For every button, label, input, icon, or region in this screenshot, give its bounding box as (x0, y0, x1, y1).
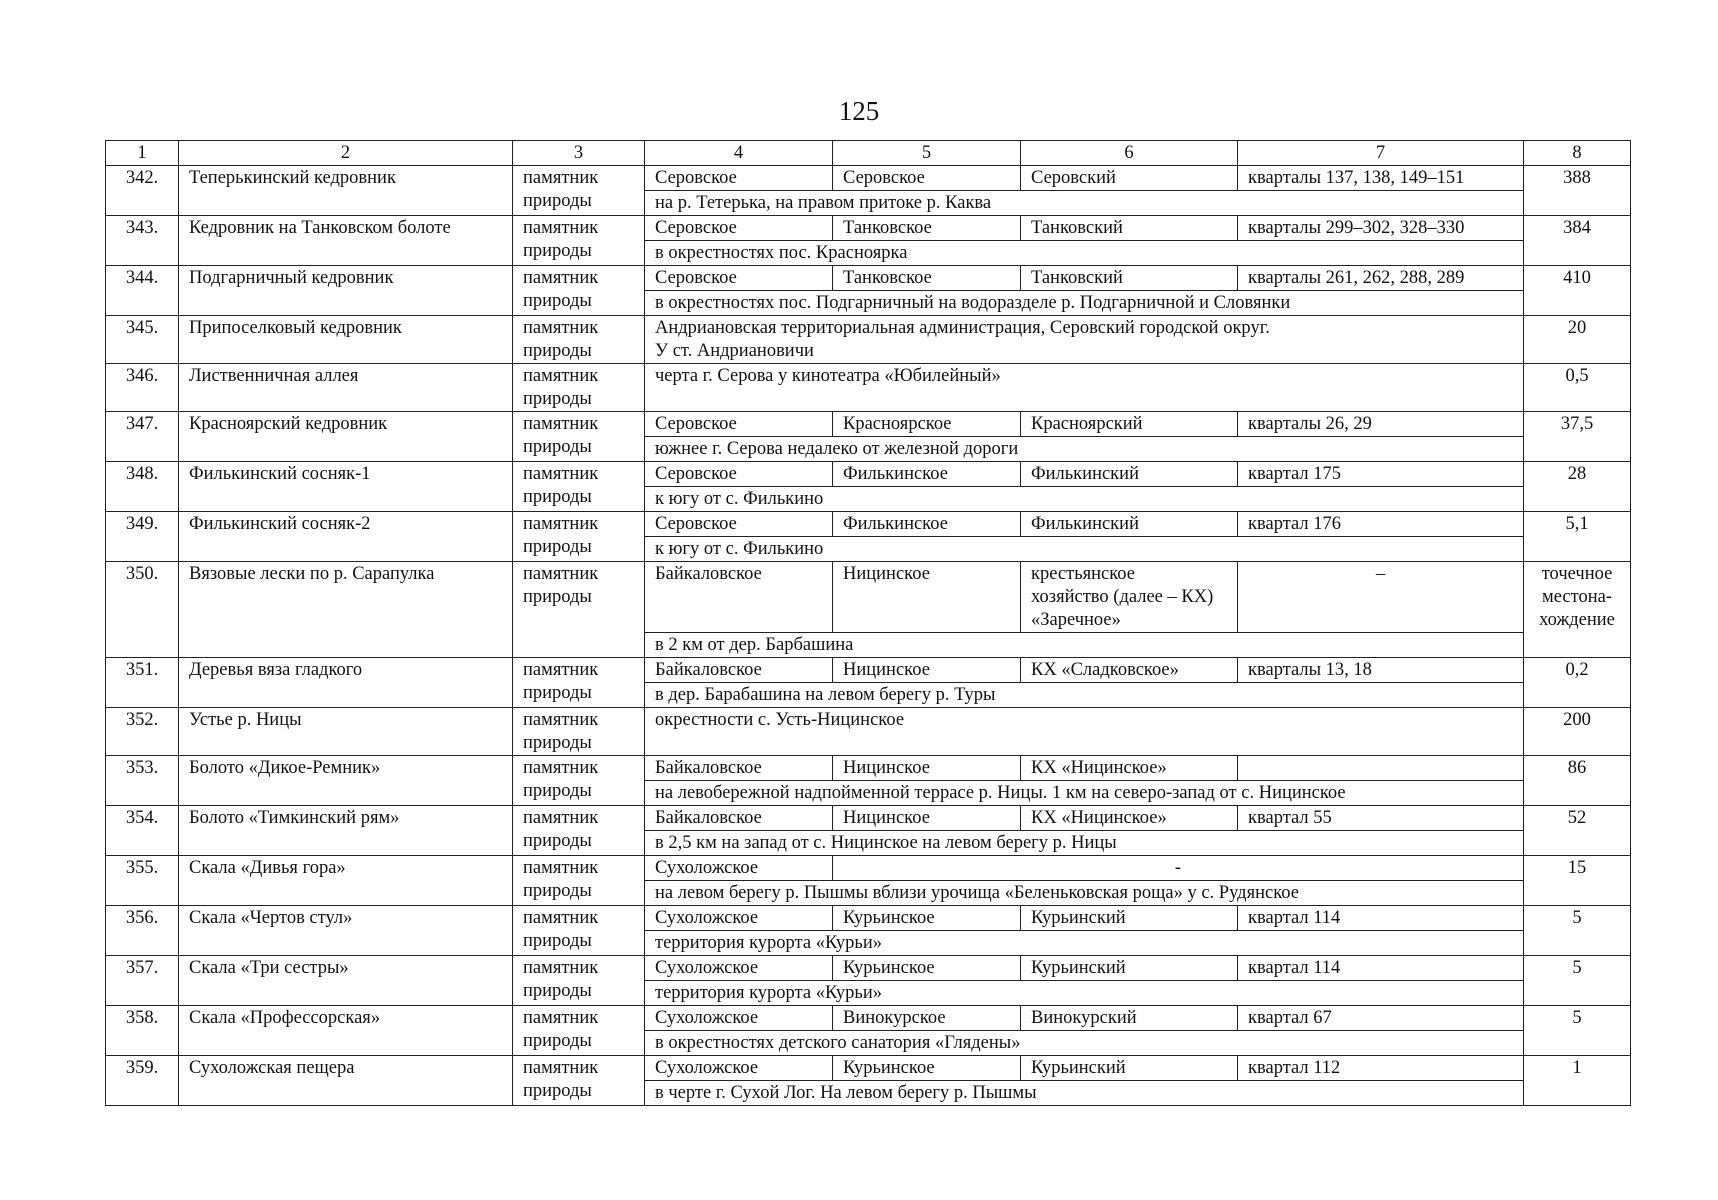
area-line-1: точечное (1541, 564, 1613, 584)
owner-line-1: крестьянское (1031, 564, 1135, 584)
monument-name: Устье р. Ницы (179, 708, 513, 756)
monument-name: Скала «Профессорская» (179, 1006, 513, 1056)
monument-type (513, 316, 645, 364)
column-header: 2 (179, 141, 513, 166)
table-row (106, 266, 1631, 291)
forest-section: Филькинский (1021, 462, 1238, 487)
district-forestry: Курьинское (833, 906, 1021, 931)
type-line-1: памятник (523, 168, 599, 188)
column-header: 4 (645, 141, 833, 166)
location-description: территория курорта «Курьи» (645, 981, 1524, 1006)
table-row (106, 658, 1631, 683)
table-row (106, 1056, 1631, 1081)
forest-section: Красноярский (1021, 412, 1238, 437)
row-number: 345. (106, 316, 179, 364)
location-description: на левобережной надпойменной террасе р. Ницы. 1 км на северо-запад от с. Ницинское (645, 781, 1524, 806)
forest-quarters: кварталы 137, 138, 149–151 (1238, 166, 1524, 191)
row-number: 349. (106, 512, 179, 562)
table-row (106, 756, 1631, 781)
column-number-header (106, 141, 1631, 166)
forest-section: Танковский (1021, 216, 1238, 241)
table-row (106, 364, 1631, 388)
area-value: 5 (1524, 906, 1631, 956)
location-description: в 2 км от дер. Барбашина (645, 633, 1524, 658)
table-row (106, 562, 1631, 633)
monument-type (513, 266, 645, 316)
district-forestry: Серовское (833, 166, 1021, 191)
column-header: 7 (1238, 141, 1524, 166)
district-forestry: Танковское (833, 216, 1021, 241)
table-row (106, 316, 1631, 340)
monument-type (513, 562, 645, 658)
type-line-2: природы (523, 1081, 592, 1101)
forest-quarters (1238, 756, 1524, 781)
area-value (1524, 562, 1631, 658)
monument-type (513, 364, 645, 412)
row-number: 353. (106, 756, 179, 806)
type-line-1: памятник (523, 858, 599, 878)
forest-section: КХ «Ницинское» (1021, 756, 1238, 781)
monument-name: Теперькинский кедровник (179, 166, 513, 216)
forest-quarters: квартал 175 (1238, 462, 1524, 487)
type-line-2: природы (523, 1031, 592, 1051)
area-value: 15 (1524, 856, 1631, 906)
type-line-2: природы (523, 537, 592, 557)
forest-quarters: кварталы 261, 262, 288, 289 (1238, 266, 1524, 291)
row-number: 343. (106, 216, 179, 266)
type-line-1: памятник (523, 366, 599, 386)
area-value: 410 (1524, 266, 1631, 316)
municipal-unit: Байкаловское (645, 756, 833, 781)
district-forestry: Курьинское (833, 1056, 1021, 1081)
location-description: в окрестностях пос. Подгарничный на водоразделе р. Подгарничной и Словянки (645, 291, 1524, 316)
monument-type (513, 462, 645, 512)
monument-name: Филькинский сосняк-1 (179, 462, 513, 512)
forest-section: Курьинский (1021, 956, 1238, 981)
district-forestry: Ницинское (833, 562, 1021, 633)
type-line-2: природы (523, 241, 592, 261)
column-header: 1 (106, 141, 179, 166)
area-value: 0,2 (1524, 658, 1631, 708)
forest-quarters: квартал 114 (1238, 956, 1524, 981)
monument-type (513, 956, 645, 1006)
row-number: 354. (106, 806, 179, 856)
column-header: 3 (513, 141, 645, 166)
location-description: в 2,5 км на запад от с. Ницинское на левом берегу р. Ницы (645, 831, 1524, 856)
column-header: 8 (1524, 141, 1631, 166)
monument-name: Болото «Тимкинский рям» (179, 806, 513, 856)
location-description: южнее г. Серова недалеко от железной дороги (645, 437, 1524, 462)
type-line-1: памятник (523, 808, 599, 828)
area-value: 5 (1524, 1006, 1631, 1056)
table-row (106, 512, 1631, 537)
municipal-unit: Серовское (645, 462, 833, 487)
type-line-1: памятник (523, 218, 599, 238)
location-description (645, 316, 1524, 364)
row-number: 355. (106, 856, 179, 906)
monument-name: Припоселковый кедровник (179, 316, 513, 364)
forest-quarters: – (1238, 562, 1524, 633)
area-value: 52 (1524, 806, 1631, 856)
municipal-unit: Сухоложское (645, 906, 833, 931)
type-line-1: памятник (523, 758, 599, 778)
type-line-1: памятник (523, 564, 599, 584)
nature-monuments-table (105, 140, 1631, 1106)
row-number: 357. (106, 956, 179, 1006)
monument-name: Подгарничный кедровник (179, 266, 513, 316)
monument-name: Вязовые лески по р. Сарапулка (179, 562, 513, 658)
forest-section: Танковский (1021, 266, 1238, 291)
municipal-unit: Сухоложское (645, 1006, 833, 1031)
monument-type (513, 708, 645, 756)
monument-type (513, 1006, 645, 1056)
type-line-2: природы (523, 931, 592, 951)
area-value: 28 (1524, 462, 1631, 512)
type-line-2: природы (523, 191, 592, 211)
table-row (106, 166, 1631, 191)
table-row (106, 412, 1631, 437)
area-value: 384 (1524, 216, 1631, 266)
location-line-1: окрестности с. Усть-Ницинское (655, 710, 905, 730)
monument-name: Скала «Дивья гора» (179, 856, 513, 906)
municipal-unit: Байкаловское (645, 806, 833, 831)
municipal-unit: Серовское (645, 166, 833, 191)
type-line-1: памятник (523, 958, 599, 978)
type-line-2: природы (523, 587, 592, 607)
forest-owner (1021, 562, 1238, 633)
location-description: на р. Тетерька, на правом притоке р. Каква (645, 191, 1524, 216)
forest-section: Курьинский (1021, 906, 1238, 931)
municipal-unit: Серовское (645, 266, 833, 291)
municipal-unit: Серовское (645, 216, 833, 241)
location-description: в окрестностях пос. Красноярка (645, 241, 1524, 266)
forest-quarters: кварталы 13, 18 (1238, 658, 1524, 683)
district-forestry: Филькинское (833, 462, 1021, 487)
column-header: 5 (833, 141, 1021, 166)
area-line-2: местона- (1542, 587, 1612, 607)
forest-section: Курьинский (1021, 1056, 1238, 1081)
area-line-3: хождение (1539, 610, 1615, 630)
row-number: 358. (106, 1006, 179, 1056)
type-line-2: природы (523, 881, 592, 901)
type-line-2: природы (523, 733, 592, 753)
row-number: 351. (106, 658, 179, 708)
monument-type (513, 1056, 645, 1106)
municipal-unit: Байкаловское (645, 562, 833, 633)
type-line-1: памятник (523, 1008, 599, 1028)
monument-name: Деревья вяза гладкого (179, 658, 513, 708)
area-value: 20 (1524, 316, 1631, 364)
table-row (106, 906, 1631, 931)
forest-quarters: квартал 112 (1238, 1056, 1524, 1081)
type-line-2: природы (523, 981, 592, 1001)
area-value: 37,5 (1524, 412, 1631, 462)
district-forestry: Ницинское (833, 756, 1021, 781)
district-forestry: Танковское (833, 266, 1021, 291)
municipal-unit: Серовское (645, 512, 833, 537)
type-line-1: памятник (523, 710, 599, 730)
district-forestry: Ницинское (833, 658, 1021, 683)
table-row (106, 708, 1631, 732)
forest-section: Винокурский (1021, 1006, 1238, 1031)
municipal-unit: Сухоложское (645, 1056, 833, 1081)
monument-type (513, 906, 645, 956)
municipal-unit: Байкаловское (645, 658, 833, 683)
type-line-1: памятник (523, 268, 599, 288)
municipal-unit: Сухоложское (645, 856, 833, 881)
type-line-1: памятник (523, 660, 599, 680)
forest-section: Серовский (1021, 166, 1238, 191)
forest-quarters: кварталы 299–302, 328–330 (1238, 216, 1524, 241)
location-line-1: черта г. Серова у кинотеатра «Юбилейный» (655, 366, 1001, 386)
monument-type (513, 166, 645, 216)
monument-type (513, 756, 645, 806)
location-description: в дер. Барабашина на левом берегу р. Туры (645, 683, 1524, 708)
forest-quarters: квартал 67 (1238, 1006, 1524, 1031)
table-row (106, 956, 1631, 981)
table-row (106, 216, 1631, 241)
type-line-1: памятник (523, 464, 599, 484)
monument-type (513, 412, 645, 462)
row-number: 347. (106, 412, 179, 462)
table-row (106, 1006, 1631, 1031)
type-line-2: природы (523, 341, 592, 361)
monument-name: Красноярский кедровник (179, 412, 513, 462)
row-number: 344. (106, 266, 179, 316)
type-line-1: памятник (523, 318, 599, 338)
type-line-1: памятник (523, 414, 599, 434)
row-number: 342. (106, 166, 179, 216)
table-row (106, 806, 1631, 831)
monument-name: Болото «Дикое-Ремник» (179, 756, 513, 806)
location-description: территория курорта «Курьи» (645, 931, 1524, 956)
location-description: в окрестностях детского санатория «Глядены» (645, 1031, 1524, 1056)
location-description: к югу от с. Филькино (645, 487, 1524, 512)
forest-quarters: квартал 176 (1238, 512, 1524, 537)
type-line-2: природы (523, 291, 592, 311)
district-forestry: Ницинское (833, 806, 1021, 831)
location-description (645, 364, 1524, 412)
monument-name: Кедровник на Танковском болоте (179, 216, 513, 266)
monument-name: Сухоложская пещера (179, 1056, 513, 1106)
type-line-2: природы (523, 831, 592, 851)
owner-line-3: «Заречное» (1031, 610, 1121, 630)
type-line-1: памятник (523, 1058, 599, 1078)
municipal-unit: Серовское (645, 412, 833, 437)
area-value: 388 (1524, 166, 1631, 216)
type-line-2: природы (523, 487, 592, 507)
monument-type (513, 512, 645, 562)
row-number: 356. (106, 906, 179, 956)
district-forestry: Филькинское (833, 512, 1021, 537)
forest-section: Филькинский (1021, 512, 1238, 537)
district-forestry: Красноярское (833, 412, 1021, 437)
monument-name: Филькинский сосняк-2 (179, 512, 513, 562)
forest-section: КХ «Ницинское» (1021, 806, 1238, 831)
monument-type (513, 216, 645, 266)
forest-quarters: квартал 55 (1238, 806, 1524, 831)
type-line-2: природы (523, 781, 592, 801)
area-value: 0,5 (1524, 364, 1631, 412)
page-number: 125 (838, 96, 880, 126)
district-forestry: Курьинское (833, 956, 1021, 981)
area-value: 5,1 (1524, 512, 1631, 562)
forest-quarters: квартал 114 (1238, 906, 1524, 931)
location-line-1: Андриановская территориальная администрация, Серовский городской округ. (655, 318, 1270, 338)
type-line-2: природы (523, 683, 592, 703)
table-row (106, 856, 1631, 881)
type-line-2: природы (523, 437, 592, 457)
owner-line-2: хозяйство (далее – КХ) (1031, 587, 1214, 607)
forestry-details: - (833, 856, 1524, 881)
municipal-unit: Сухоложское (645, 956, 833, 981)
type-line-1: памятник (523, 514, 599, 534)
location-description: на левом берегу р. Пышмы вблизи урочища «Беленьковская роща» у с. Рудянское (645, 881, 1524, 906)
type-line-1: памятник (523, 908, 599, 928)
monument-name: Скала «Три сестры» (179, 956, 513, 1006)
row-number: 346. (106, 364, 179, 412)
area-value: 200 (1524, 708, 1631, 756)
area-value: 1 (1524, 1056, 1631, 1106)
monument-type (513, 806, 645, 856)
location-description: к югу от с. Филькино (645, 537, 1524, 562)
location-description (645, 708, 1524, 756)
row-number: 348. (106, 462, 179, 512)
forest-quarters: кварталы 26, 29 (1238, 412, 1524, 437)
row-number: 359. (106, 1056, 179, 1106)
type-line-2: природы (523, 389, 592, 409)
district-forestry: Винокурское (833, 1006, 1021, 1031)
area-value: 5 (1524, 956, 1631, 1006)
monument-type (513, 658, 645, 708)
monument-type (513, 856, 645, 906)
row-number: 350. (106, 562, 179, 658)
row-number: 352. (106, 708, 179, 756)
forest-section: КХ «Сладковское» (1021, 658, 1238, 683)
table-row (106, 462, 1631, 487)
location-description: в черте г. Сухой Лог. На левом берегу р. Пышмы (645, 1081, 1524, 1106)
column-header: 6 (1021, 141, 1238, 166)
location-line-2: У ст. Андриановичи (655, 341, 814, 361)
monument-name: Скала «Чертов стул» (179, 906, 513, 956)
monument-name: Лиственничная аллея (179, 364, 513, 412)
area-value: 86 (1524, 756, 1631, 806)
